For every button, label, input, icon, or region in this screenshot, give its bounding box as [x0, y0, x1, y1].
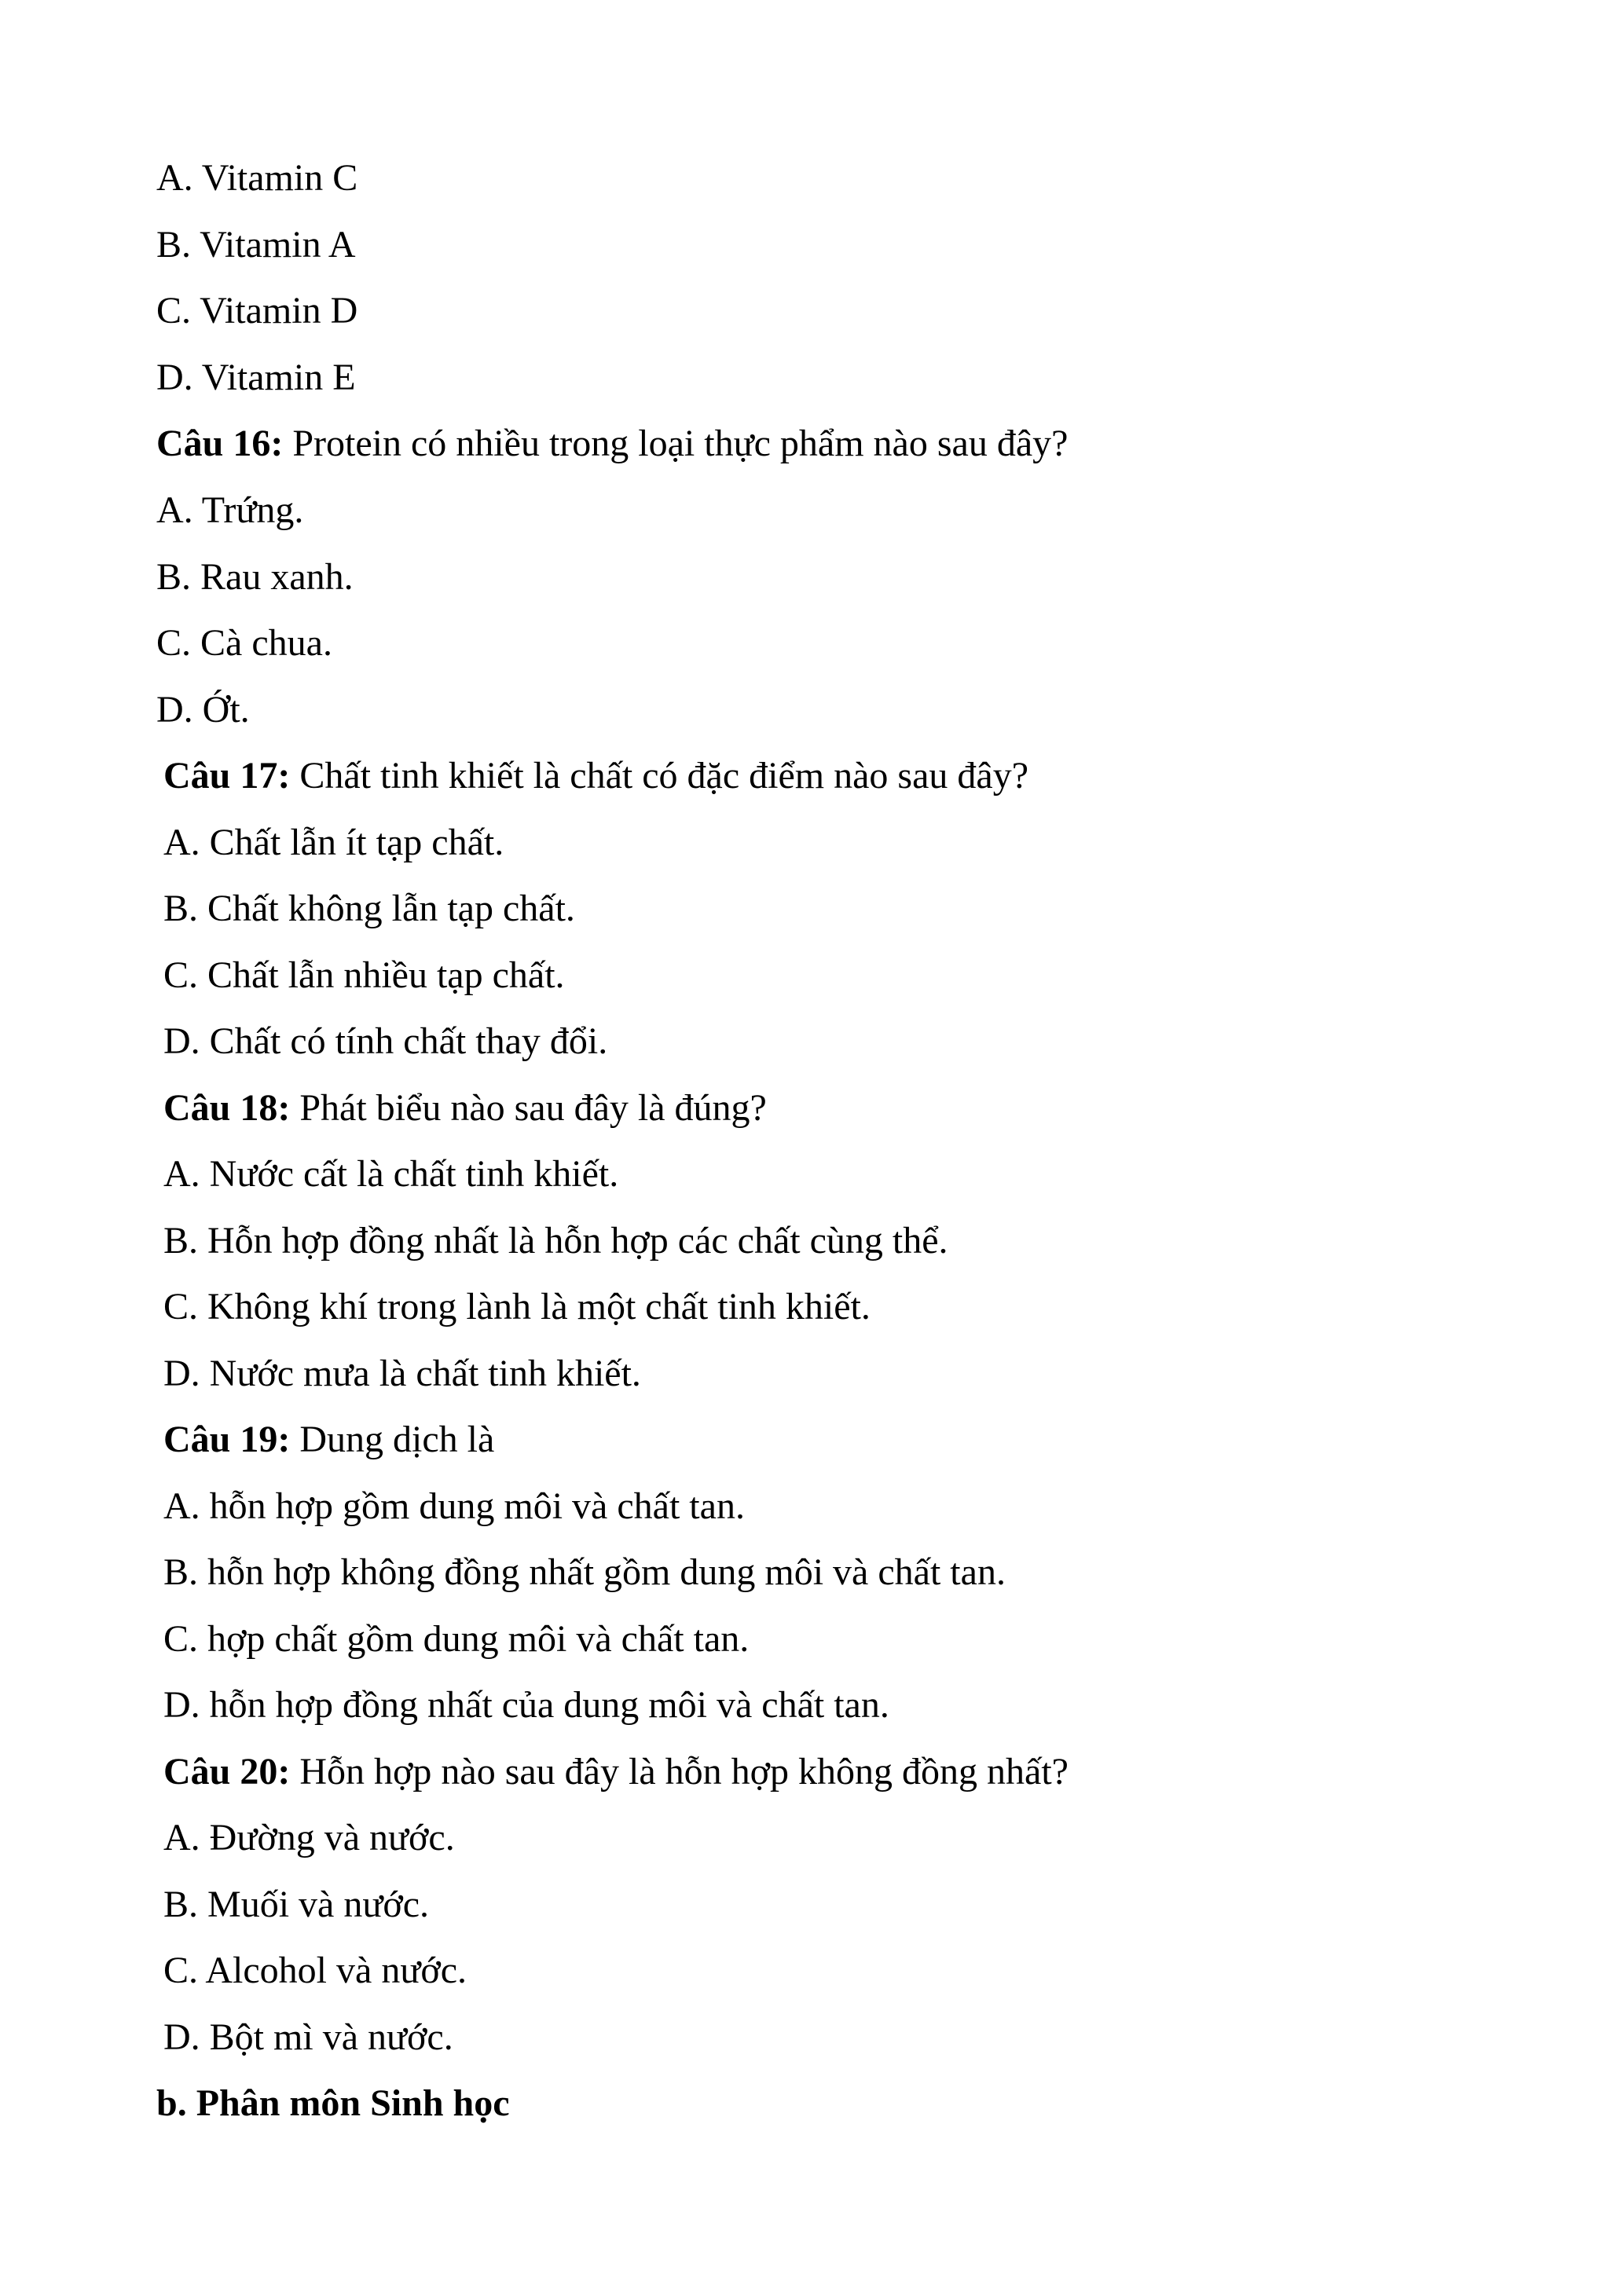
- q20-option-a: A. Đường và nước.: [163, 1817, 455, 1858]
- q18-question: [163, 1085, 767, 1132]
- q16-question: [156, 420, 1068, 467]
- q15-option-b: B. Vitamin A: [156, 224, 356, 265]
- q18-option-a: A. Nước cất là chất tinh khiết.: [163, 1153, 619, 1195]
- q17-text: Chất tinh khiết là chất có đặc điểm nào sau đây?: [290, 755, 1029, 796]
- q19-option-c: C. hợp chất gồm dung môi và chất tan.: [163, 1618, 750, 1660]
- q19-text: Dung dịch là: [290, 1419, 495, 1460]
- q17-option-d: D. Chất có tính chất thay đổi.: [163, 1020, 608, 1062]
- q15-option-a: A. Vitamin C: [156, 157, 358, 199]
- q19-option-b: B. hỗn hợp không đồng nhất gồm dung môi và chất tan.: [163, 1551, 1006, 1593]
- q17-option-b: B. Chất không lẫn tạp chất.: [163, 888, 575, 929]
- q19-option-d: D. hỗn hợp đồng nhất của dung môi và chất tan.: [163, 1684, 889, 1726]
- q20-question: [163, 1749, 1069, 1796]
- q20-text: Hỗn hợp nào sau đây là hỗn hợp không đồng nhất?: [290, 1751, 1069, 1792]
- q16-label: Câu 16:: [156, 423, 284, 464]
- section-heading: b. Phân môn Sinh học: [156, 2082, 510, 2124]
- q20-option-d: D. Bột mì và nước.: [163, 2016, 453, 2058]
- q18-option-c: C. Không khí trong lành là một chất tinh khiết.: [163, 1286, 871, 1327]
- q17-label: Câu 17:: [163, 755, 291, 796]
- q19-label: Câu 19:: [163, 1419, 291, 1460]
- q16-option-c: C. Cà chua.: [156, 622, 332, 664]
- q17-question: [163, 753, 1028, 800]
- q18-option-b: B. Hỗn hợp đồng nhất là hỗn hợp các chất cùng thể.: [163, 1220, 948, 1262]
- q16-option-b: B. Rau xanh.: [156, 556, 354, 598]
- q20-label: Câu 20:: [163, 1751, 291, 1792]
- q16-text: Protein có nhiều trong loại thực phẩm nào sau đây?: [283, 423, 1069, 464]
- q17-option-c: C. Chất lẫn nhiều tạp chất.: [163, 954, 565, 996]
- q15-option-c: C. Vitamin D: [156, 290, 358, 331]
- q19-option-a: A. hỗn hợp gồm dung môi và chất tan.: [163, 1485, 745, 1527]
- q16-option-a: A. Trứng.: [156, 489, 304, 531]
- q18-label: Câu 18:: [163, 1087, 291, 1129]
- q19-question: [163, 1416, 494, 1463]
- q17-option-a: A. Chất lẫn ít tạp chất.: [163, 822, 504, 863]
- q18-text: Phát biểu nào sau đây là đúng?: [290, 1087, 767, 1129]
- q15-option-d: D. Vitamin E: [156, 357, 356, 398]
- q16-option-d: D. Ớt.: [156, 689, 250, 731]
- q20-option-b: B. Muối và nước.: [163, 1884, 430, 1925]
- q18-option-d: D. Nước mưa là chất tinh khiết.: [163, 1353, 641, 1394]
- q20-option-c: C. Alcohol và nước.: [163, 1950, 467, 1991]
